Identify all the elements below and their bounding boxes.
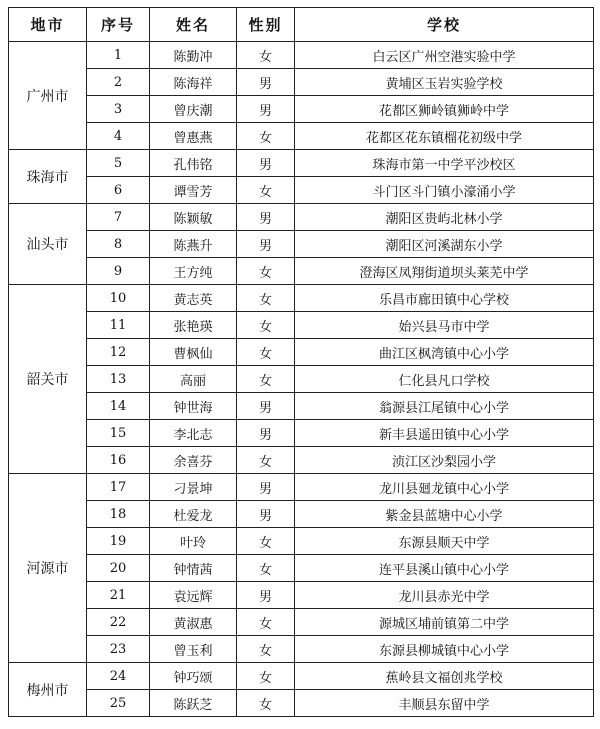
seq-cell: 11 <box>87 312 150 339</box>
seq-cell: 3 <box>87 96 150 123</box>
gender-cell: 女 <box>237 285 295 312</box>
header-gender: 性别 <box>237 8 295 42</box>
table-row <box>9 231 594 258</box>
school-cell: 曲江区枫湾镇中心小学 <box>295 339 594 366</box>
header-school: 学校 <box>295 8 594 42</box>
table-row <box>9 690 594 717</box>
table-row <box>9 204 594 231</box>
school-cell: 连平县溪山镇中心小学 <box>295 555 594 582</box>
table-row <box>9 609 594 636</box>
table-row <box>9 258 594 285</box>
header-city: 地市 <box>9 8 87 42</box>
name-cell: 高丽 <box>150 366 237 393</box>
seq-cell: 23 <box>87 636 150 663</box>
gender-cell: 男 <box>237 150 295 177</box>
name-cell: 谭雪芳 <box>150 177 237 204</box>
gender-cell: 男 <box>237 69 295 96</box>
header-seq: 序号 <box>87 8 150 42</box>
gender-cell: 女 <box>237 312 295 339</box>
name-cell: 曹枫仙 <box>150 339 237 366</box>
name-cell: 杜爱龙 <box>150 501 237 528</box>
gender-cell: 女 <box>237 528 295 555</box>
name-cell: 王方纯 <box>150 258 237 285</box>
name-cell: 陈跃芝 <box>150 690 237 717</box>
school-cell: 龙川县赤光中学 <box>295 582 594 609</box>
table-row <box>9 636 594 663</box>
gender-cell: 男 <box>237 231 295 258</box>
city-cell: 韶关市 <box>9 285 87 474</box>
table-row <box>9 96 594 123</box>
name-cell: 刁景坤 <box>150 474 237 501</box>
name-cell: 黄志英 <box>150 285 237 312</box>
school-cell: 龙川县廻龙镇中心小学 <box>295 474 594 501</box>
name-cell: 曾庆潮 <box>150 96 237 123</box>
seq-cell: 9 <box>87 258 150 285</box>
gender-cell: 男 <box>237 96 295 123</box>
school-cell: 翁源县江尾镇中心小学 <box>295 393 594 420</box>
seq-cell: 16 <box>87 447 150 474</box>
school-cell: 潮阳区贵屿北林小学 <box>295 204 594 231</box>
seq-cell: 7 <box>87 204 150 231</box>
school-cell: 仁化县凡口学校 <box>295 366 594 393</box>
seq-cell: 21 <box>87 582 150 609</box>
table-row <box>9 447 594 474</box>
school-cell: 始兴县马市中学 <box>295 312 594 339</box>
gender-cell: 男 <box>237 474 295 501</box>
name-cell: 陈勤冲 <box>150 42 237 69</box>
name-cell: 陈颖敏 <box>150 204 237 231</box>
school-cell: 新丰县遥田镇中心小学 <box>295 420 594 447</box>
gender-cell: 女 <box>237 42 295 69</box>
city-cell: 珠海市 <box>9 150 87 204</box>
gender-cell: 女 <box>237 555 295 582</box>
gender-cell: 女 <box>237 636 295 663</box>
school-cell: 东源县柳城镇中心小学 <box>295 636 594 663</box>
city-cell: 梅州市 <box>9 663 87 717</box>
table-row <box>9 42 594 69</box>
table-row <box>9 555 594 582</box>
seq-cell: 25 <box>87 690 150 717</box>
school-cell: 紫金县蓝塘中心小学 <box>295 501 594 528</box>
school-cell: 花都区狮岭镇狮岭中学 <box>295 96 594 123</box>
table-row <box>9 123 594 150</box>
school-cell: 乐昌市廊田镇中心学校 <box>295 285 594 312</box>
school-cell: 斗门区斗门镇小濠涌小学 <box>295 177 594 204</box>
school-cell: 浈江区沙梨园小学 <box>295 447 594 474</box>
table-header <box>9 8 594 42</box>
name-cell: 黄淑惠 <box>150 609 237 636</box>
table-row <box>9 582 594 609</box>
gender-cell: 男 <box>237 420 295 447</box>
school-cell: 黄埔区玉岩实验学校 <box>295 69 594 96</box>
city-cell: 汕头市 <box>9 204 87 285</box>
table-row <box>9 339 594 366</box>
school-cell: 珠海市第一中学平沙校区 <box>295 150 594 177</box>
table-row <box>9 150 594 177</box>
seq-cell: 6 <box>87 177 150 204</box>
teacher-roster-table <box>8 7 594 717</box>
table-row <box>9 420 594 447</box>
school-cell: 潮阳区河溪湖东小学 <box>295 231 594 258</box>
table-row <box>9 366 594 393</box>
school-cell: 丰顺县东留中学 <box>295 690 594 717</box>
seq-cell: 8 <box>87 231 150 258</box>
seq-cell: 4 <box>87 123 150 150</box>
city-cell: 广州市 <box>9 42 87 150</box>
table-row <box>9 393 594 420</box>
name-cell: 张艳瑛 <box>150 312 237 339</box>
name-cell: 陈燕升 <box>150 231 237 258</box>
gender-cell: 女 <box>237 690 295 717</box>
table-row <box>9 312 594 339</box>
seq-cell: 24 <box>87 663 150 690</box>
table-row <box>9 663 594 690</box>
table-row <box>9 69 594 96</box>
seq-cell: 12 <box>87 339 150 366</box>
gender-cell: 女 <box>237 258 295 285</box>
name-cell: 钟情茜 <box>150 555 237 582</box>
table-row <box>9 177 594 204</box>
name-cell: 李北志 <box>150 420 237 447</box>
school-cell: 花都区花东镇榴花初级中学 <box>295 123 594 150</box>
seq-cell: 20 <box>87 555 150 582</box>
name-cell: 叶玲 <box>150 528 237 555</box>
school-cell: 东源县顺天中学 <box>295 528 594 555</box>
seq-cell: 2 <box>87 69 150 96</box>
gender-cell: 女 <box>237 609 295 636</box>
name-cell: 袁远辉 <box>150 582 237 609</box>
seq-cell: 18 <box>87 501 150 528</box>
header-row <box>9 8 594 42</box>
seq-cell: 15 <box>87 420 150 447</box>
seq-cell: 1 <box>87 42 150 69</box>
gender-cell: 女 <box>237 339 295 366</box>
seq-cell: 22 <box>87 609 150 636</box>
name-cell: 曾惠燕 <box>150 123 237 150</box>
seq-cell: 17 <box>87 474 150 501</box>
name-cell: 钟世海 <box>150 393 237 420</box>
gender-cell: 男 <box>237 204 295 231</box>
header-name: 姓名 <box>150 8 237 42</box>
school-cell: 蕉岭县文福创兆学校 <box>295 663 594 690</box>
seq-cell: 13 <box>87 366 150 393</box>
name-cell: 曾玉利 <box>150 636 237 663</box>
name-cell: 钟巧颂 <box>150 663 237 690</box>
gender-cell: 男 <box>237 393 295 420</box>
name-cell: 余喜芬 <box>150 447 237 474</box>
gender-cell: 男 <box>237 582 295 609</box>
document-page <box>8 7 594 717</box>
school-cell: 白云区广州空港实验中学 <box>295 42 594 69</box>
school-cell: 澄海区凤翔街道坝头莱芜中学 <box>295 258 594 285</box>
city-cell: 河源市 <box>9 474 87 663</box>
gender-cell: 女 <box>237 663 295 690</box>
gender-cell: 女 <box>237 123 295 150</box>
gender-cell: 男 <box>237 501 295 528</box>
table-body <box>9 42 594 717</box>
table-row <box>9 474 594 501</box>
school-cell: 源城区埔前镇第二中学 <box>295 609 594 636</box>
table-row <box>9 285 594 312</box>
seq-cell: 19 <box>87 528 150 555</box>
seq-cell: 10 <box>87 285 150 312</box>
table-row <box>9 501 594 528</box>
table-row <box>9 528 594 555</box>
gender-cell: 女 <box>237 447 295 474</box>
name-cell: 陈海祥 <box>150 69 237 96</box>
name-cell: 孔伟铭 <box>150 150 237 177</box>
gender-cell: 女 <box>237 366 295 393</box>
gender-cell: 女 <box>237 177 295 204</box>
seq-cell: 14 <box>87 393 150 420</box>
seq-cell: 5 <box>87 150 150 177</box>
